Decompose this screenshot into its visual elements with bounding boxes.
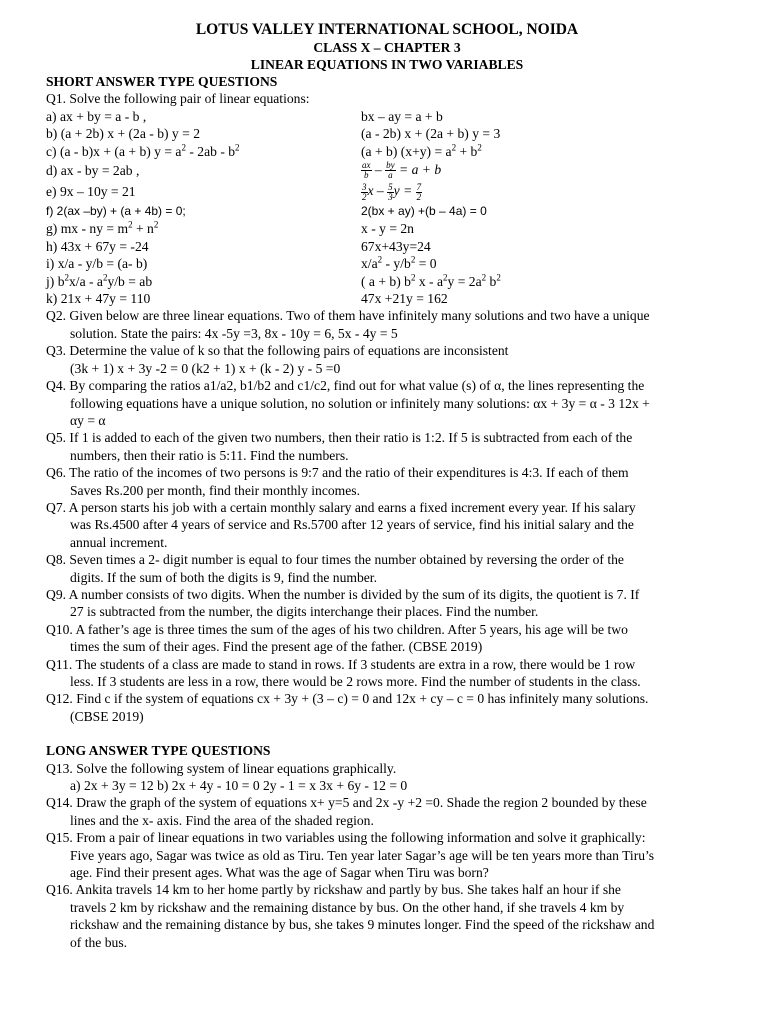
q1-pair-c [46,143,728,160]
question-text: Q9. A number consists of two digits. When the number is divided by the sum of its digits, the quotient is 7. If [46,586,640,602]
question-block [46,551,728,586]
question-continuation: of the bus. [70,934,128,950]
question-continuation: age. Find their present ages. What was the age of Sagar when Tiru was born? [70,865,489,881]
question-text: Q4. By comparing the ratios a1/a2, b1/b2 and c1/c2, find out for what value (s) of α, the lines representing the [46,378,645,394]
exponent: 2 [235,142,240,153]
question-continuation: (CBSE 2019) [70,708,144,724]
q1e-term: y = [393,183,416,199]
question-block [46,429,728,464]
question-block [46,690,728,725]
fraction [385,161,396,180]
q1i-right-text2: - y/b [382,256,411,272]
exponent: 2 [102,272,108,283]
q1-pair-j [46,273,728,290]
question-continuation: times the sum of their ages. Find the present age of the father. (CBSE 2019) [70,639,483,655]
q1j-right-text: ( a + b) b [361,273,411,289]
q1c-right-text2: + b [456,143,478,159]
q1f-left: f) 2(ax –by) + (a + 4b) = 0; [46,204,186,219]
question-block [46,464,728,499]
long-answer-heading: LONG ANSWER TYPE QUESTIONS [46,743,271,759]
exponent: 2 [377,254,383,265]
question-text: Q15. From a pair of linear equations in two variables using the following information and solve it graphically: [46,830,646,846]
q1-pair-g [46,220,728,237]
q1b-right: (a - 2b) x + (2a + b) y = 3 [361,126,501,142]
q1g-left-text: g) mx - ny = m [46,221,129,237]
q1-equation-pairs [46,108,728,308]
q1a-left: a) ax + by = a - b , [46,108,147,124]
q1b-left: b) (a + 2b) x + (2a - b) y = 2 [46,126,200,142]
question-continuation: lines and the x- axis. Find the area of the shaded region. [70,812,374,828]
fraction [416,183,423,202]
question-block [46,760,728,795]
exponent: 2 [477,142,482,153]
question-text: Q14. Draw the graph of the system of equations x+ y=5 and 2x -y +2 =0. Shade the region 2 bounded by these [46,795,647,811]
question-block [46,829,728,881]
q1-pair-a [46,108,728,125]
q1j-right-text2: x - a [415,273,444,289]
exponent: 2 [64,272,69,283]
long-question-list [46,760,728,951]
question-text: Q13. Solve the following system of linear equations graphically. [46,760,397,776]
question-block [46,307,728,342]
exponent: 2 [410,254,416,265]
question-block [46,377,728,429]
question-continuation: numbers, then their ratio is 5:11. Find the numbers. [70,447,349,463]
q1j-right-text4: b [486,273,497,289]
q1j-right-text3: y = 2a [447,273,482,289]
q1-pair-h [46,238,728,255]
q1-pair-b [46,125,728,142]
q1c-right [361,143,728,160]
fraction-denominator: 2 [362,191,367,202]
question-block [46,499,728,551]
q1i-right-text3: = 0 [415,256,437,272]
q1f-right: 2(bx + ay) +(b – 4a) = 0 [361,204,487,219]
q1c-left [46,143,361,160]
fraction-numerator: 5 [388,181,393,192]
q1d-right [361,161,728,180]
exponent: 2 [496,272,501,283]
question-text: Q5. If 1 is added to each of the given two numbers, then their ratio is 1:2. If 5 is subtracted from each of the [46,430,633,446]
q1j-left-text2: x/a - a [69,273,103,289]
q1c-right-text: (a + b) (x+y) = a [361,143,452,159]
q1c-left-text: c) (a - b)x + (a + b) y = a [46,143,182,159]
question-block [46,656,728,691]
fraction-numerator: 7 [416,181,422,192]
question-continuation: less. If 3 students are less in a row, there would be 2 rows more. Find the number of students in the class. [70,674,641,689]
q1e-right [361,182,728,201]
fraction-denominator: 3 [388,191,393,202]
q1g-right: x - y = 2n [361,221,414,237]
question-text: Q2. Given below are three linear equations. Two of them have infinitely many solutions and two have a unique [46,308,650,324]
question-continuation: (3k + 1) x + 3y -2 = 0 (k2 + 1) x + (k - 2) y - 5 =0 [70,360,341,376]
question-continuation: annual increment. [70,534,168,550]
q1j-left-text: j) b [46,273,65,289]
short-question-list [46,307,728,725]
q1g-left-text2: + n [132,221,154,237]
question-block [46,881,728,951]
q1c-left-text2: - 2ab - b [185,143,236,159]
q1k-right: 47x +21y = 162 [361,291,448,307]
q1d-left: d) ax - by = 2ab , [46,162,140,178]
q1d-right-tail: = a + b [395,161,442,177]
question-continuation: digits. If the sum of both the digits is 9, find the number. [70,569,377,585]
exponent: 2 [410,272,416,283]
question-text: Q8. Seven times a 2- digit number is equal to four times the number obtained by reversing the order of the [46,552,624,568]
short-answer-heading: SHORT ANSWER TYPE QUESTIONS [46,74,278,89]
q1k-left: k) 21x + 47y = 110 [46,291,151,307]
q1-pair-e [46,181,728,203]
question-block [46,586,728,621]
school-name: LOTUS VALLEY INTERNATIONAL SCHOOL, NOIDA [195,21,579,38]
q1-pair-f [46,203,728,220]
question-continuation: rickshaw and the remaining distance by bus, she takes 9 minutes longer. Find the speed of the rickshaw and [70,917,655,933]
q1i-right-text: x/a [361,256,378,272]
q1j-left [46,273,361,290]
question-continuation: Saves Rs.200 per month, find their monthly incomes. [70,482,360,498]
q1e-term: x – [367,183,388,199]
question-text: Q12. Find c if the system of equations cx + 3y + (3 – c) = 0 and 12x + cy – c = 0 has infinitely many solutions. [46,691,649,707]
fraction-numerator: by [386,160,395,171]
question-continuation: αy = α [70,412,106,428]
question-continuation: was Rs.4500 after 4 years of service and Rs.5700 after 12 years of service, find his initial salary and the [70,517,634,533]
exponent: 2 [128,219,133,230]
class-chapter: CLASS X – CHAPTER 3 [313,40,461,55]
question-block [46,342,728,377]
exponent: 2 [181,142,186,153]
q1-pair-d [46,160,728,181]
question-block [46,621,728,656]
question-continuation: Five years ago, Sagar was twice as old as Tiru. Ten year later Sagar’s age will be ten years more than Tiru’s [70,847,655,863]
q1i-right [361,255,728,272]
chapter-topic: LINEAR EQUATIONS IN TWO VARIABLES [250,57,524,72]
fraction-denominator: a [388,170,393,181]
question-text: Q11. The students of a class are made to stand in rows. If 3 students are extra in a row, there would be 1 row [46,656,636,672]
exponent: 2 [481,272,487,283]
q1h-left: h) 43x + 67y = -24 [46,238,149,254]
q1j-right [361,273,728,290]
q1-intro: Q1. Solve the following pair of linear equations: [46,91,310,107]
question-continuation: solution. State the pairs: 4x -5y =3, 8x - 10y = 6, 5x - 4y = 5 [70,325,398,341]
question-continuation: travels 2 km by rickshaw and the remaining distance by bus. On the other hand, if she travels 4 km by [70,899,625,915]
question-text: Q16. Ankita travels 14 km to her home partly by rickshaw and partly by bus. She takes half an hour if she [46,882,621,898]
q1e-left: e) 9x – 10y = 21 [46,184,136,200]
q1-pair-i [46,255,728,272]
question-text: Q3. Determine the value of k so that the following pairs of equations are inconsistent [46,343,509,359]
question-continuation: a) 2x + 3y = 12 b) 2x + 4y - 10 = 0 2y - 1 = x 3x + 6y - 12 = 0 [70,778,408,794]
exponent: 2 [451,142,457,153]
fraction [361,161,372,180]
question-text: Q7. A person starts his job with a certain monthly salary and earns a fixed increment every year. If his salary [46,499,636,515]
q1a-right: bx – ay = a + b [361,108,443,124]
fraction-numerator: ax [362,160,371,171]
question-continuation: following equations have a unique solution, no solution or infinitely many solutions: αx + 3y = α - 3 12x + [70,395,650,411]
operator: – [371,161,386,177]
exponent: 2 [153,219,159,230]
fraction-numerator: 3 [362,181,367,192]
fraction-denominator: 2 [416,191,422,202]
question-block [46,794,728,829]
question-continuation: 27 is subtracted from the number, the digits interchange their places. Find the number. [70,604,539,620]
q1-pair-k [46,290,728,307]
fraction-denominator: b [364,170,369,181]
exponent: 2 [443,272,448,283]
q1g-left [46,220,361,237]
q1h-right: 67x+43y=24 [361,238,431,254]
q1i-left: i) x/a - y/b = (a- b) [46,256,148,272]
question-text: Q6. The ratio of the incomes of two persons is 9:7 and the ratio of their expenditures is 4:3. If each of them [46,465,629,481]
q1j-left-text3: y/b = ab [107,273,153,289]
question-text: Q10. A father’s age is three times the sum of the ages of his two children. After 5 years, his age will be two [46,621,628,637]
section-gap [46,725,728,742]
